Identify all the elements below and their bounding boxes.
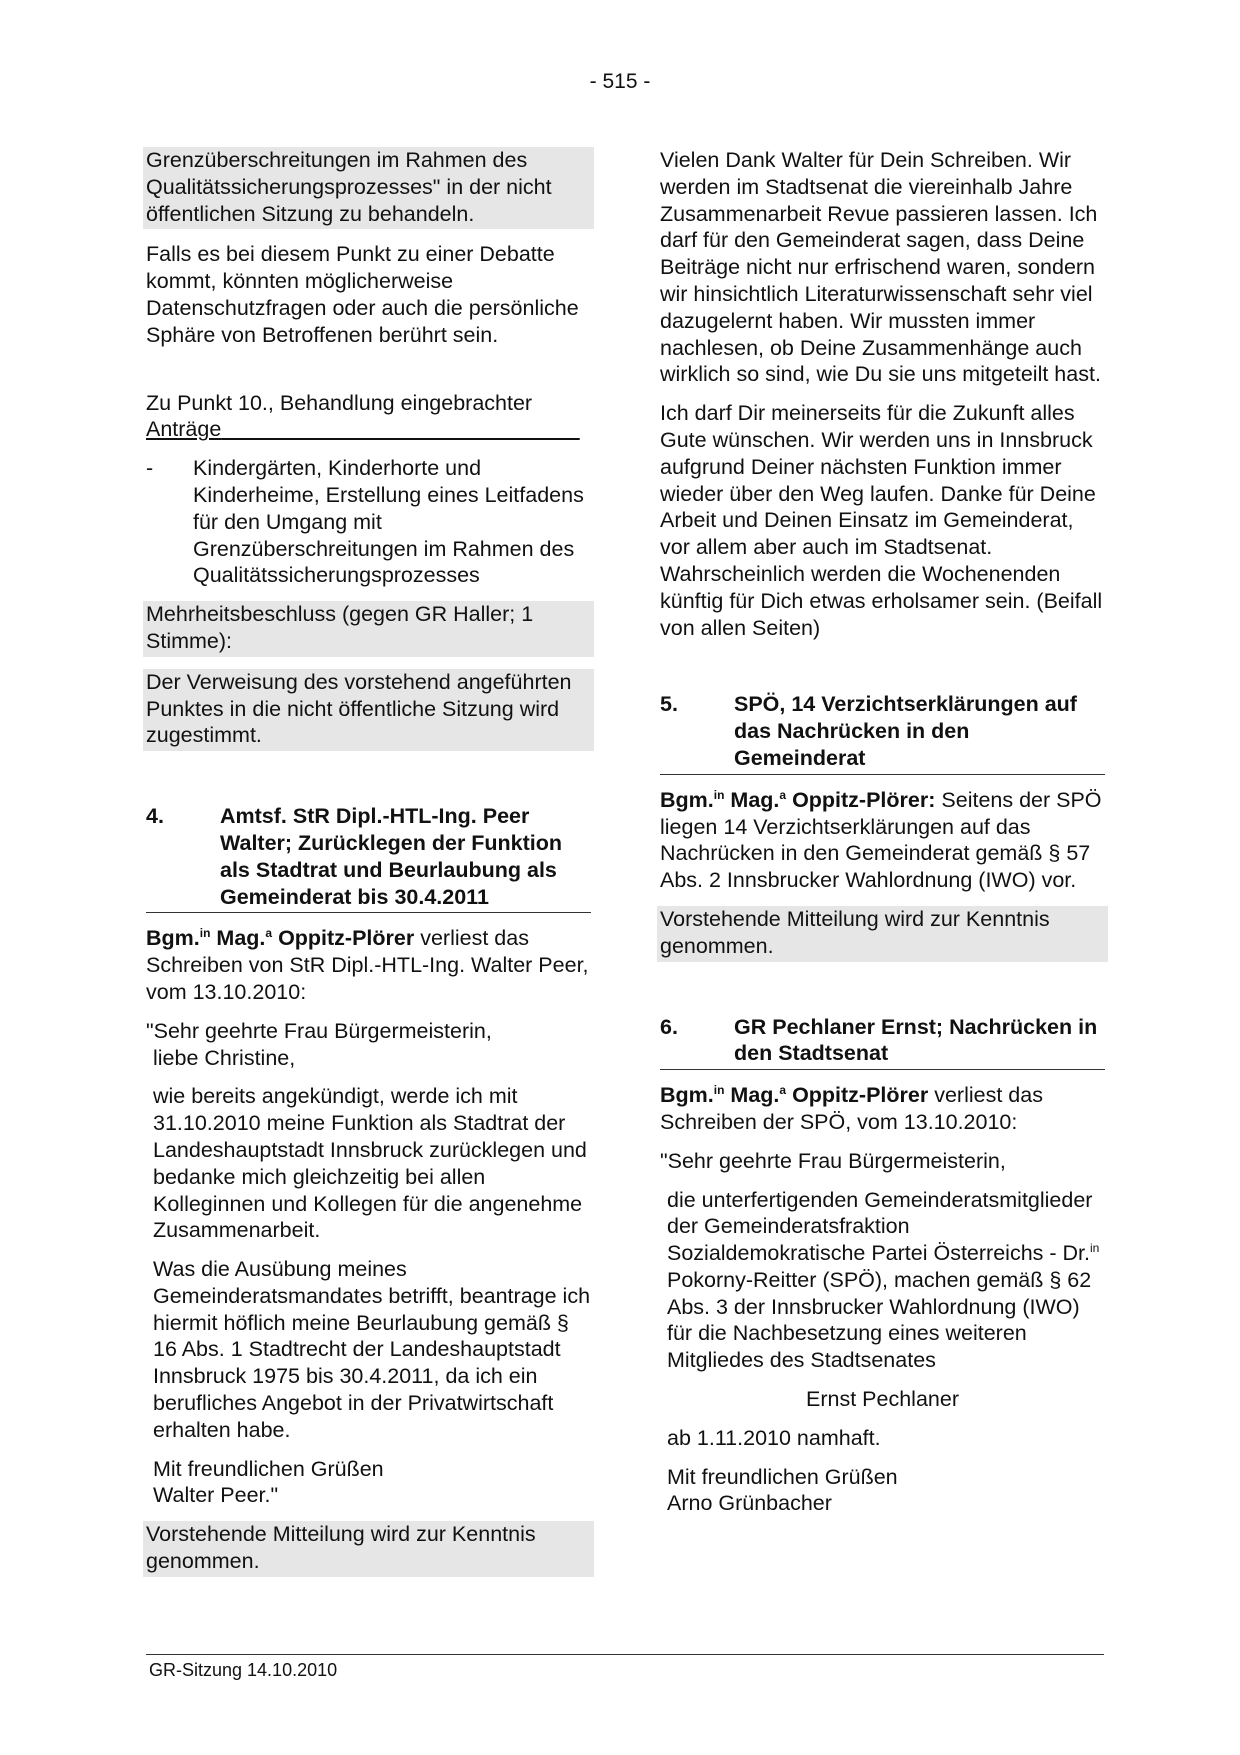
right-paragraph-1: Vielen Dank Walter für Dein Schreiben. Wir werden im Stadtsenat die viereinhalb Jahre Zusammenarbeit Revue passieren lassen. Ich darf für den Gemeinderat sagen, dass Deine Beiträge nicht nur erfrischend waren, sondern wir hinsichtlich Literaturwissenschaft sehr viel dazugelernt haben. Wir mussten immer nachlesen, ob Deine Zusammenhänge auch wirklich so sind, wie Du sie uns mitgeteilt hast. bbox=[660, 148, 1101, 387]
kenntnis-note-5: Vorstehende Mitteilung wird zur Kenntnis genommen. bbox=[657, 906, 1108, 962]
section-4-number: 4. bbox=[146, 804, 164, 829]
section-6-heading bbox=[660, 1014, 1105, 1071]
punkt-10-underline bbox=[221, 417, 579, 441]
section-5-heading bbox=[660, 691, 1105, 774]
section-6-title: GR Pechlaner Ernst; Nachrücken in den Stadtsenat bbox=[734, 1014, 1098, 1066]
dash-marker: - bbox=[146, 456, 154, 481]
letter-paragraph-1: die unterfertigenden Gemeinderatsmitglieder der Gemeinderatsfraktion Sozialdemokratische Partei Österreichs - Dr.$^{in}$ Pokorny-Reitter (SPÖ), machen gemäß § 62 Abs. 3 der Innsbrucker Wahlordnung (IWO) für die Nachbesetzung eines weiteren Mitgliedes des Stadtsenates bbox=[667, 1187, 1100, 1373]
letter-closing: Mit freundlichen Grüßen Arno Grünbacher bbox=[667, 1464, 898, 1516]
section-4-heading bbox=[146, 803, 591, 913]
section-5-number: 5. bbox=[660, 692, 678, 717]
punkt-10-line-2: Anträge bbox=[146, 417, 222, 442]
letter-salutation: "Sehr geehrte Frau Bürgermeisterin, bbox=[660, 1148, 1006, 1173]
beschluss: Mehrheitsbeschluss (gegen GR Haller; 1 Stimme): bbox=[143, 601, 594, 657]
left-column bbox=[146, 147, 591, 1589]
footer: GR-Sitzung 14.10.2010 bbox=[149, 1660, 338, 1680]
agenda-list-item bbox=[146, 455, 591, 589]
right-paragraph-2: Ich darf Dir meinerseits für die Zukunft alles Gute wünschen. Wir werden uns in Innsbruck aufgrund Deiner nächsten Funktion immer wieder über den Weg laufen. Danke für Deine Arbeit und Deinen Einsatz im Gemeinderat, vor allem aber auch im Stadtsenat. Wahrscheinlich werden die Wochenenden künftig für Dich etwas erholsamer sein. (Beifall von allen Seiten) bbox=[660, 401, 1103, 640]
effective-date: ab 1.11.2010 namhaft. bbox=[667, 1425, 881, 1450]
punkt-10-heading bbox=[146, 390, 591, 444]
speaker-label: Bgm.$^{in}$ Mag.$^a$ Oppitz-Plörer: bbox=[660, 787, 936, 812]
section-6-number: 6. bbox=[660, 1014, 678, 1039]
letter-paragraph-1: wie bereits angekündigt, werde ich mit 31.10.2010 meine Funktion als Stadtrat der Landeshauptstadt Innsbruck zurücklegen und bedanke mich gleichzeitig bei allen Kolleginnen und Kollegen für die angenehme Zusammenarbeit. bbox=[153, 1084, 587, 1243]
section-6-intro: Bgm.$^{in}$ Mag.$^a$ Oppitz-Plörer verliest das Schreiben der SPÖ, vom 13.10.2010: bbox=[660, 1082, 1043, 1134]
section-5-text: Bgm.$^{in}$ Mag.$^a$ Oppitz-Plörer: Seitens der SPÖ liegen 14 Verzichtserklärungen auf das Nachrücken in den Gemeinderat gemäß § 57 Abs. 2 Innsbrucker Wahlordnung (IWO) vor. bbox=[660, 787, 1102, 893]
speaker-label: Bgm.$^{in}$ Mag.$^a$ Oppitz-Plörer bbox=[660, 1082, 929, 1108]
punkt-10-line-1: Zu Punkt 10., Behandlung eingebrachter bbox=[146, 390, 533, 415]
speaker-label: Bgm.$^{in}$ Mag.$^a$ Oppitz-Plörer bbox=[146, 926, 415, 951]
letter-closing: Mit freundlichen Grüßen Walter Peer." bbox=[153, 1456, 384, 1508]
section-4-title: Amtsf. StR Dipl.-HTL-Ing. Peer Walter; Zurücklegen der Funktion als Stadtrat und Beurlaubung als Gemeinderat bis 30.4.2011 bbox=[220, 804, 563, 909]
left-paragraph-1: Grenzüberschreitungen im Rahmen des Qualitätssicherungsprozesses" in der nicht öffentlichen Sitzung zu behandeln. bbox=[143, 147, 594, 229]
kenntnis-note-4: Vorstehende Mitteilung wird zur Kenntnis genommen. bbox=[143, 1521, 594, 1577]
left-paragraph-2: Falls es bei diesem Punkt zu einer Debatte kommt, könnten möglicherweise Datenschutzfragen oder auch die persönliche Sphäre von Betroffenen berührt sein. bbox=[146, 242, 579, 347]
right-column bbox=[660, 147, 1105, 1529]
agenda-item-text: Kindergärten, Kinderhorte und Kinderheime, Erstellung eines Leitfadens für den Umgang mit Grenzüberschreitungen im Rahmen des Qualitätssicherungsprozesses bbox=[193, 456, 584, 588]
verweisung: Der Verweisung des vorstehend angeführten Punktes in die nicht öffentliche Sitzung wird zugestimmt. bbox=[143, 669, 594, 751]
letter-salutation: "Sehr geehrte Frau Bürgermeisterin, liebe Christine, bbox=[146, 1018, 492, 1070]
footer-rule bbox=[146, 1654, 1104, 1655]
section-5-title: SPÖ, 14 Verzichtserklärungen auf das Nachrücken in den Gemeinderat bbox=[734, 692, 1077, 770]
letter-paragraph-2: Was die Ausübung meines Gemeinderatsmandates betrifft, beantrage ich hiermit höflich meine Beurlaubung gemäß § 16 Abs. 1 Stadtrecht der Landeshauptstadt Innsbruck 1975 bis 30.4.2011, da ich ein berufliches Angebot in der Privatwirtschaft erhalten habe. bbox=[153, 1257, 591, 1442]
section-4-intro: Bgm.$^{in}$ Mag.$^a$ Oppitz-Plörer verliest das Schreiben von StR Dipl.-HTL-Ing. Walter Peer, vom 13.10.2010: bbox=[146, 926, 589, 1004]
page-number: - 515 - bbox=[589, 70, 651, 93]
nominee-name: Ernst Pechlaner bbox=[806, 1387, 959, 1412]
